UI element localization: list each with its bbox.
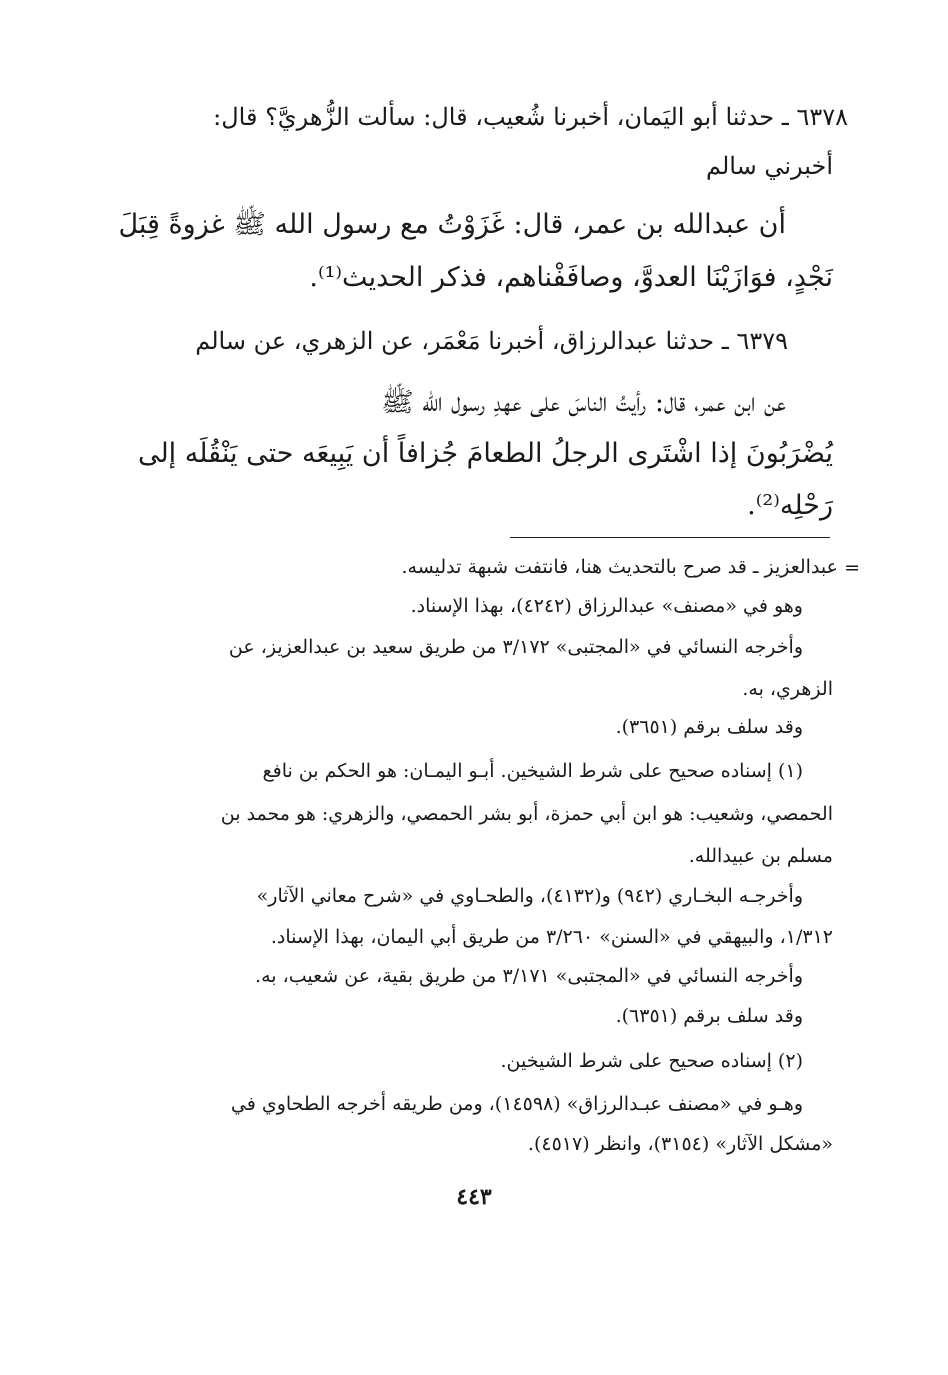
hadith-6379-line-4: رَحْلِه⁽²⁾. [747,490,833,521]
footnote-line-11: وأخرجه النسائي في «المجتبى» ٣/١٧١ من طريق بقية، عن شعيب، به. [255,965,803,987]
page-number: ٤٤٣ [456,1184,492,1210]
hadith-6378-line-3: أن عبدالله بن عمر، قال: غَزَوْتُ مع رسول الله ﷺ غزوةً قِبَلَ [118,209,786,240]
footnote-line-10: ١/٣١٢، والبيهقي في «السنن» ٣/٢٦٠ من طريق أبي اليمان، بهذا الإسناد. [270,926,833,948]
footnote-line-15: «مشكل الآثار» (٣١٥٤)، وانظر (٤٥١٧). [527,1133,833,1155]
footnote-line-7: الحمصي، وشعيب: هو ابن أبي حمزة، أبو بشر الحمصي، والزهري: هو محمد بن [220,803,833,825]
continuation-marker: = [844,557,860,579]
hadith-6379-line-3: يُضْرَبُونَ إذا اشْتَرى الرجلُ الطعامَ جُزافاً أن يَبِيعَه حتى يَنْقُلَه إلى [137,438,833,469]
footnote-line-6: (١) إسناده صحيح على شرط الشيخين. أبـو اليمـان: هو الحكم بن نافع [262,760,803,782]
footnote-line-4: الزهري، به. [742,678,833,700]
footnote-line-12: وقد سلف برقم (٦٣٥١). [615,1005,803,1027]
hadith-6379-line-1: ٦٣٧٩ ـ حدثنا عبدالرزاق، أخبرنا مَعْمَر، عن الزهري، عن سالم [195,327,788,355]
footnote-line-3: وأخرجه النسائي في «المجتبى» ٣/١٧٢ من طريق سعيد بن عبدالعزيز، عن [228,636,803,658]
hadith-6378-line-2: أخبرني سالم [705,152,833,180]
footnote-line-13: (٢) إسناده صحيح على شرط الشيخين. [500,1050,803,1072]
hadith-6378-line-4: نَجْدٍ، فوَازَيْنَا العدوَّ، وصافَفْناهم، فذكر الحديث⁽¹⁾. [309,262,833,293]
footnote-line-1: عبدالعزيز ـ قد صرح بالتحديث هنا، فانتفت شبهة تدليسه. [401,556,838,578]
footnote-line-14: وهـو في «مصنف عبـدالرزاق» (١٤٥٩٨)، ومن طريقه أخرجه الطحاوي في [230,1093,803,1115]
footnote-line-9: وأخرجـه البخـاري (٩٤٢) و(٤١٣٢)، والطحـاوي في «شرح معاني الآثار» [256,885,803,907]
footnote-line-8: مسلم بن عبيدالله. [688,845,833,867]
footnote-line-2: وهو في «مصنف» عبدالرزاق (٤٢٤٢)، بهذا الإسناد. [410,595,803,617]
hadith-6379-line-2: عن ابن عمر، قال: رأيتُ الناسَ على عهدِ رسول الله ﷺ [381,387,786,418]
hadith-6378-line-1: ٦٣٧٨ ـ حدثنا أبو اليَمان، أخبرنا شُعيب، قال: سألت الزُّهريَّ؟ قال: [213,103,848,131]
footnote-line-5: وقد سلف برقم (٣٦٥١). [615,716,803,738]
footnote-divider [510,537,830,538]
